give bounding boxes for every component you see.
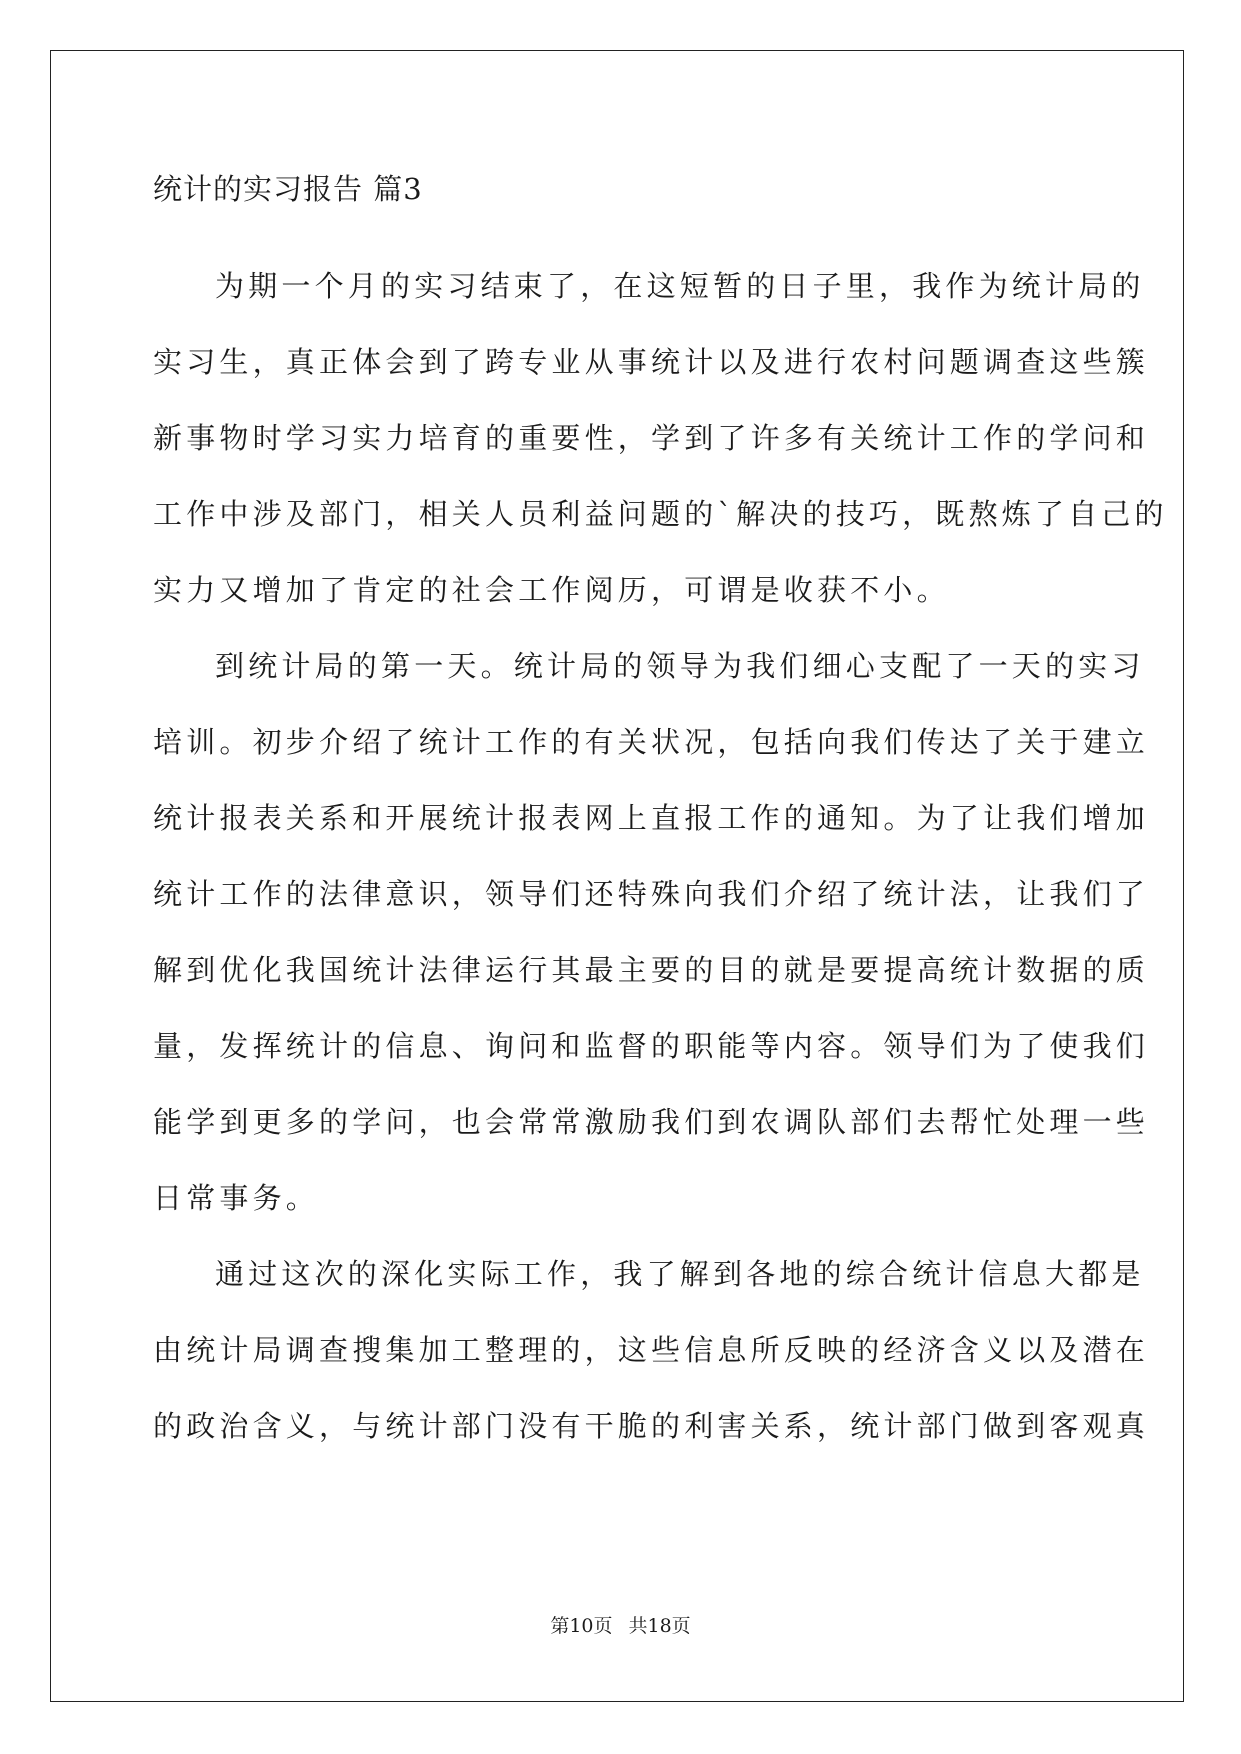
text-line: 由统计局调查搜集加工整理的，这些信息所反映的经济含义以及潜在 bbox=[153, 1333, 1150, 1367]
text-line: 统计报表关系和开展统计报表网上直报工作的通知。为了让我们增加 bbox=[153, 801, 1150, 835]
text-line: 工作中涉及部门，相关人员利益问题的`解决的技巧，既熬炼了自己的 bbox=[153, 497, 1168, 531]
text-line: 统计工作的法律意识，领导们还特殊向我们介绍了统计法，让我们了 bbox=[153, 877, 1150, 911]
text-line: 的政治含义，与统计部门没有干脆的利害关系，统计部门做到客观真 bbox=[153, 1409, 1150, 1443]
text-line: 量，发挥统计的信息、询问和监督的职能等内容。领导们为了使我们 bbox=[153, 1029, 1150, 1063]
text-line: 新事物时学习实力培育的重要性，学到了许多有关统计工作的学问和 bbox=[153, 421, 1150, 455]
paragraph-3 bbox=[153, 1236, 1150, 1464]
text-line: 实力又增加了肯定的社会工作阅历，可谓是收获不小。 bbox=[153, 573, 950, 607]
text-line: 培训。初步介绍了统计工作的有关状况，包括向我们传达了关于建立 bbox=[153, 725, 1150, 759]
paragraph-1 bbox=[153, 248, 1168, 628]
paragraph-2 bbox=[153, 628, 1150, 1236]
document-body bbox=[153, 248, 1168, 1464]
text-line: 解到优化我国统计法律运行其最主要的目的就是要提高统计数据的质 bbox=[153, 953, 1150, 987]
page-number: 第10页 bbox=[550, 1615, 613, 1637]
text-line: 到统计局的第一天。统计局的领导为我们细心支配了一天的实习 bbox=[215, 649, 1145, 683]
text-line: 能学到更多的学问，也会常常激励我们到农调队部们去帮忙处理一些 bbox=[153, 1105, 1150, 1139]
text-line: 实习生，真正体会到了跨专业从事统计以及进行农村问题调查这些簇 bbox=[153, 345, 1150, 379]
page-total: 共18页 bbox=[628, 1615, 691, 1637]
text-line: 日常事务。 bbox=[153, 1181, 320, 1215]
page-footer bbox=[0, 1612, 1241, 1640]
document-title: 统计的实习报告 篇3 bbox=[153, 172, 423, 206]
text-line: 通过这次的深化实际工作，我了解到各地的综合统计信息大都是 bbox=[215, 1257, 1145, 1291]
text-line: 为期一个月的实习结束了，在这短暂的日子里，我作为统计局的 bbox=[215, 269, 1145, 303]
